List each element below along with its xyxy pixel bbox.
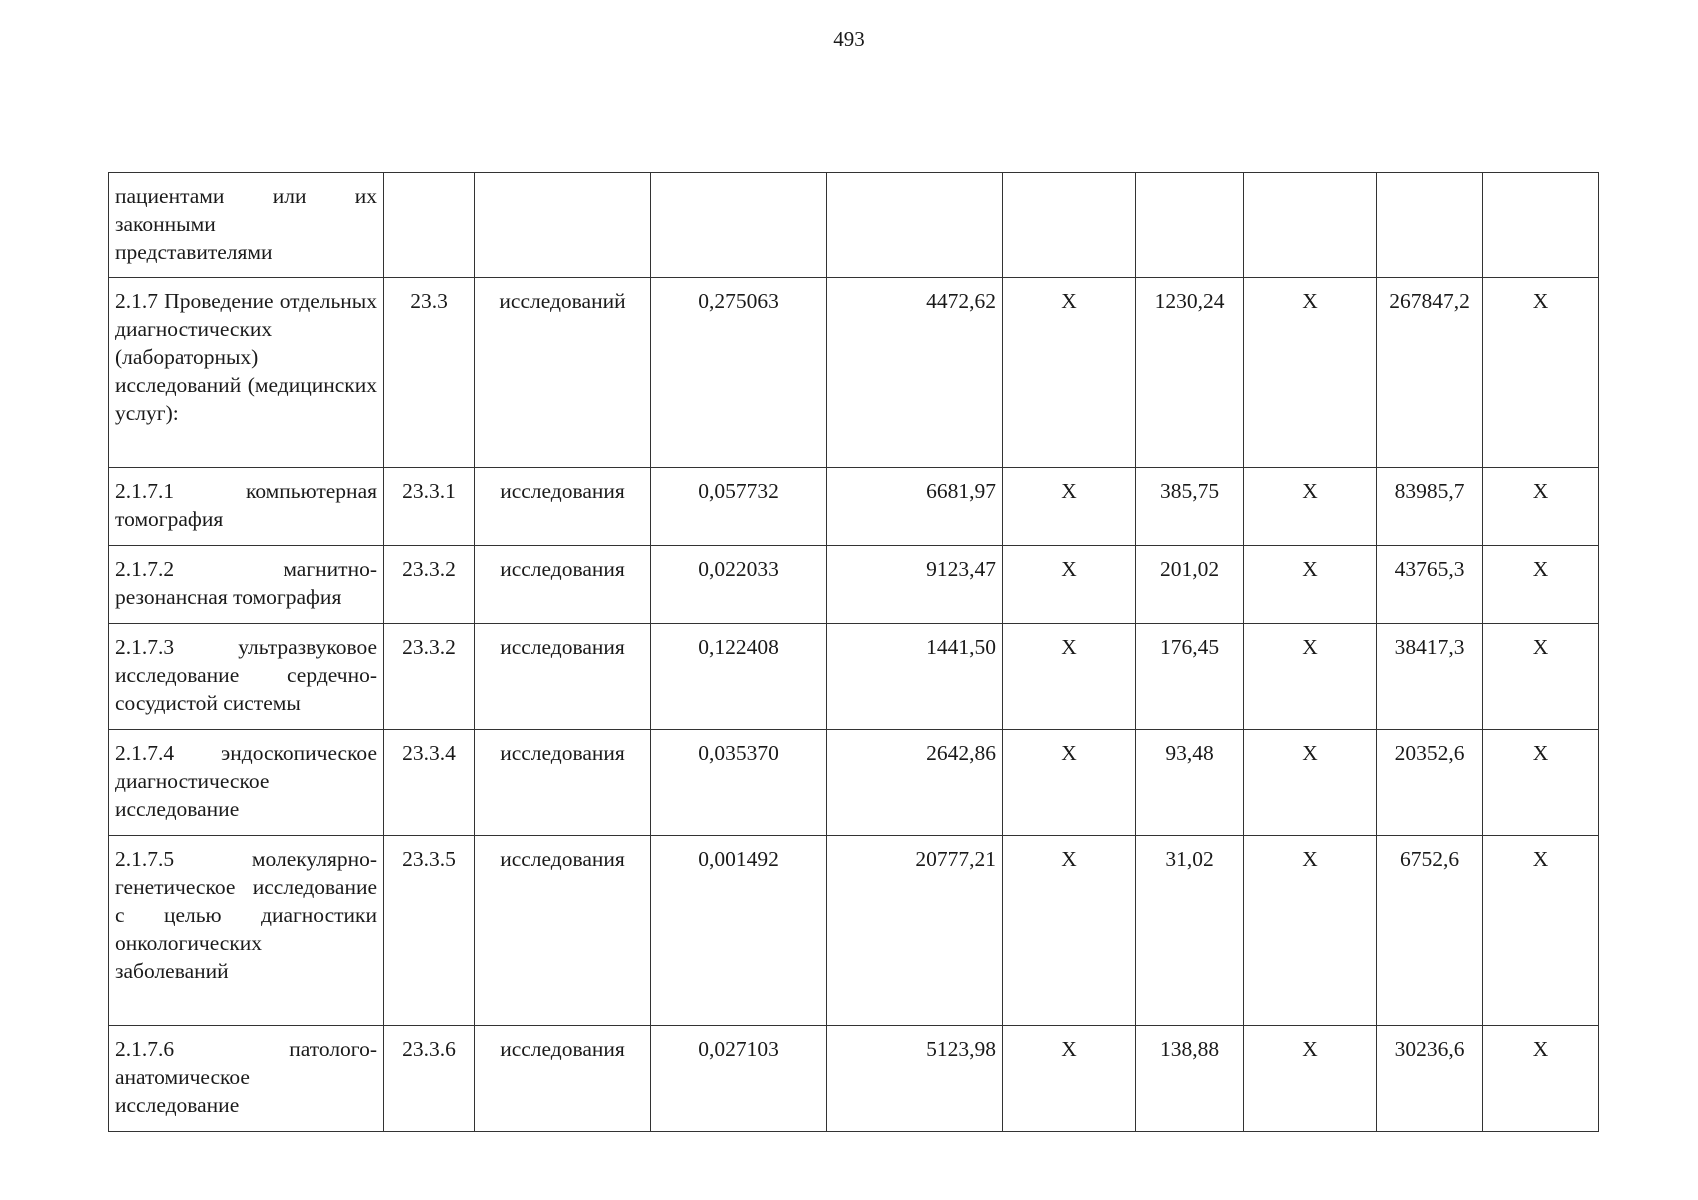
table-row <box>109 1026 1599 1132</box>
row-volume-cell: 0,057732 <box>651 468 827 546</box>
row-code-cell: 23.3.2 <box>384 546 475 624</box>
row-cost-cell: 2642,86 <box>827 730 1003 836</box>
row-name-cell: 2.1.7.1 компьютерная томография <box>109 468 384 546</box>
row-volume-cell: 0,275063 <box>651 278 827 468</box>
row-col6-cell: X <box>1003 730 1136 836</box>
row-col10-cell: X <box>1483 836 1599 1026</box>
row-volume-cell: 0,035370 <box>651 730 827 836</box>
row-unit-cell: исследований <box>475 278 651 468</box>
table-row <box>109 730 1599 836</box>
row-code-cell: 23.3.4 <box>384 730 475 836</box>
row-col7-cell: 138,88 <box>1136 1026 1244 1132</box>
row-volume-cell: 0,001492 <box>651 836 827 1026</box>
row-code-cell: 23.3.1 <box>384 468 475 546</box>
row-code-cell <box>384 173 475 278</box>
row-col9-cell: 43765,3 <box>1377 546 1483 624</box>
row-cost-cell: 9123,47 <box>827 546 1003 624</box>
row-col7-cell: 93,48 <box>1136 730 1244 836</box>
row-volume-cell: 0,022033 <box>651 546 827 624</box>
row-col8-cell: X <box>1244 1026 1377 1132</box>
row-name-cell: 2.1.7 Проведение отдельных диагностических (лабораторных) исследований (медицинских услуг): <box>109 278 384 468</box>
row-unit-cell: исследования <box>475 546 651 624</box>
row-col8-cell: X <box>1244 278 1377 468</box>
row-col8-cell <box>1244 173 1377 278</box>
row-col9-cell: 30236,6 <box>1377 1026 1483 1132</box>
row-col6-cell: X <box>1003 1026 1136 1132</box>
row-col9-cell: 6752,6 <box>1377 836 1483 1026</box>
row-col6-cell: X <box>1003 836 1136 1026</box>
row-col8-cell: X <box>1244 468 1377 546</box>
row-code-cell: 23.3.2 <box>384 624 475 730</box>
row-name-cell: 2.1.7.4 эндоскопическое диагностическое исследование <box>109 730 384 836</box>
row-col6-cell: X <box>1003 624 1136 730</box>
table-row <box>109 624 1599 730</box>
row-col6-cell: X <box>1003 546 1136 624</box>
row-name-cell: 2.1.7.5 молекулярно-генетическое исследование с целью диагностики онкологических заболеваний <box>109 836 384 1026</box>
row-volume-cell <box>651 173 827 278</box>
row-col9-cell: 267847,2 <box>1377 278 1483 468</box>
row-col9-cell <box>1377 173 1483 278</box>
row-name-cell: 2.1.7.3 ультразвуковое исследование сердечно-сосудистой системы <box>109 624 384 730</box>
row-unit-cell: исследования <box>475 730 651 836</box>
row-col6-cell <box>1003 173 1136 278</box>
row-col9-cell: 38417,3 <box>1377 624 1483 730</box>
row-col7-cell: 1230,24 <box>1136 278 1244 468</box>
row-col7-cell: 176,45 <box>1136 624 1244 730</box>
row-col7-cell: 31,02 <box>1136 836 1244 1026</box>
row-col10-cell: X <box>1483 468 1599 546</box>
row-cost-cell: 20777,21 <box>827 836 1003 1026</box>
row-cost-cell: 4472,62 <box>827 278 1003 468</box>
row-col10-cell: X <box>1483 278 1599 468</box>
table-row <box>109 278 1599 468</box>
row-col6-cell: X <box>1003 468 1136 546</box>
row-cost-cell <box>827 173 1003 278</box>
row-col10-cell: X <box>1483 730 1599 836</box>
row-name-cell: 2.1.7.6 патолого-анатомическое исследование <box>109 1026 384 1132</box>
row-col10-cell: X <box>1483 1026 1599 1132</box>
row-unit-cell: исследования <box>475 624 651 730</box>
row-name-cell: пациентами или их законными представителями <box>109 173 384 278</box>
table-row <box>109 836 1599 1026</box>
row-code-cell: 23.3.5 <box>384 836 475 1026</box>
row-code-cell: 23.3.6 <box>384 1026 475 1132</box>
row-code-cell: 23.3 <box>384 278 475 468</box>
row-col6-cell: X <box>1003 278 1136 468</box>
row-cost-cell: 5123,98 <box>827 1026 1003 1132</box>
table-row <box>109 173 1599 278</box>
row-col7-cell: 385,75 <box>1136 468 1244 546</box>
row-col9-cell: 20352,6 <box>1377 730 1483 836</box>
row-unit-cell: исследования <box>475 1026 651 1132</box>
row-col8-cell: X <box>1244 730 1377 836</box>
row-volume-cell: 0,122408 <box>651 624 827 730</box>
table-row <box>109 468 1599 546</box>
row-volume-cell: 0,027103 <box>651 1026 827 1132</box>
row-col10-cell <box>1483 173 1599 278</box>
row-col8-cell: X <box>1244 624 1377 730</box>
row-col7-cell: 201,02 <box>1136 546 1244 624</box>
row-name-cell: 2.1.7.2 магнитно-резонансная томография <box>109 546 384 624</box>
row-col8-cell: X <box>1244 836 1377 1026</box>
row-col10-cell: X <box>1483 546 1599 624</box>
row-col10-cell: X <box>1483 624 1599 730</box>
row-col8-cell: X <box>1244 546 1377 624</box>
row-cost-cell: 6681,97 <box>827 468 1003 546</box>
row-unit-cell: исследования <box>475 836 651 1026</box>
page-number: 493 <box>833 27 865 51</box>
row-col9-cell: 83985,7 <box>1377 468 1483 546</box>
data-table <box>108 172 1599 1132</box>
row-unit-cell <box>475 173 651 278</box>
row-unit-cell: исследования <box>475 468 651 546</box>
row-col7-cell <box>1136 173 1244 278</box>
table-row <box>109 546 1599 624</box>
row-cost-cell: 1441,50 <box>827 624 1003 730</box>
